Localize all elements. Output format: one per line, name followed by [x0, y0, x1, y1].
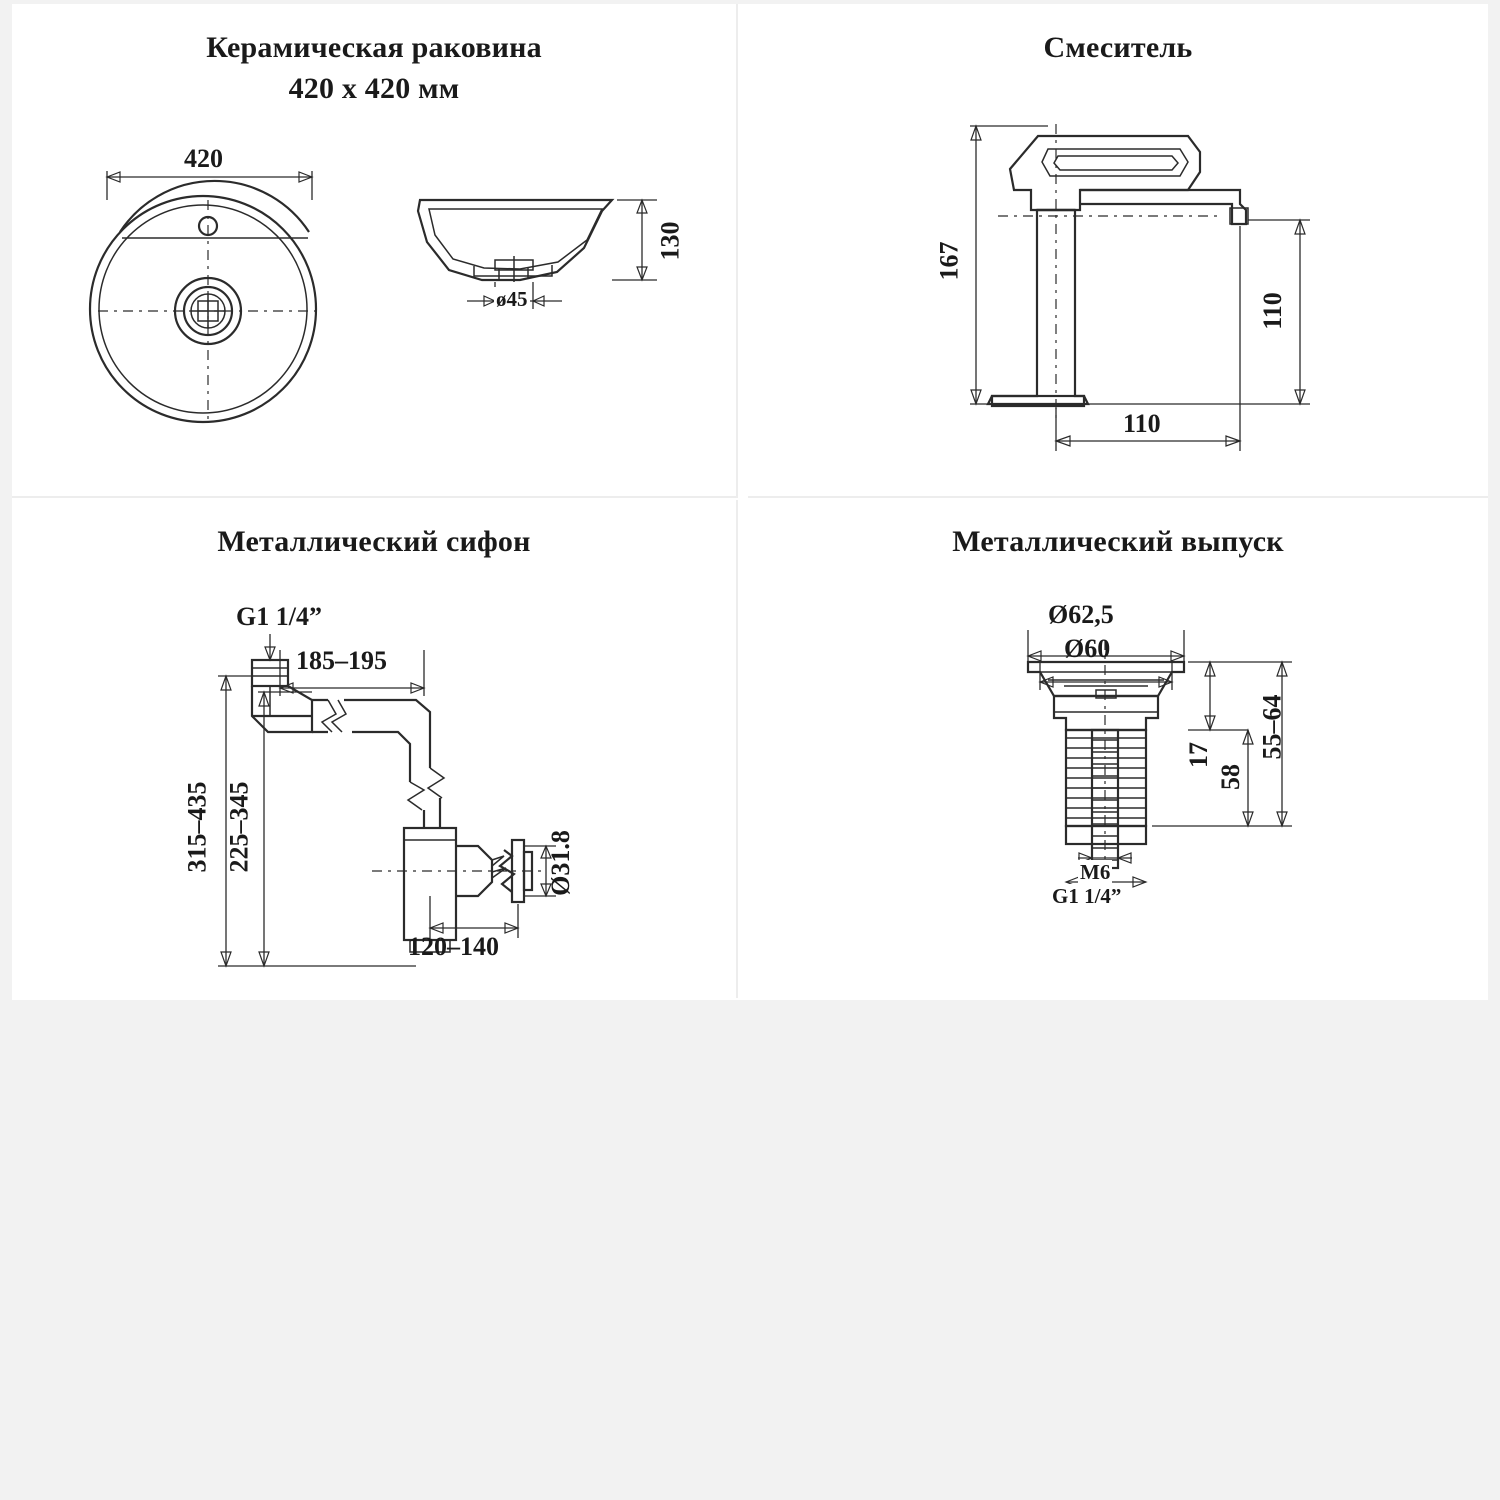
dim-drain-thread-length: 58	[1216, 764, 1245, 790]
dim-drain-grid-diameter: Ø60	[1064, 634, 1111, 663]
dim-siphon-inlet-height: 225–345	[224, 781, 254, 873]
drain-drawing	[748, 500, 1488, 998]
siphon-drawing	[12, 500, 738, 998]
panel-mixer	[748, 4, 1488, 498]
dim-drain-flange-outer-diameter: Ø62,5	[1048, 600, 1114, 629]
dim-drain-screw-thread: M6	[1080, 860, 1111, 884]
dim-mixer-total-height: 167	[934, 241, 964, 281]
dim-sink-width: 420	[184, 144, 223, 173]
panel-siphon	[12, 500, 738, 998]
dim-mixer-spout-reach: 110	[1123, 409, 1161, 438]
dim-sink-height: 130	[655, 221, 685, 261]
dim-drain-head-height: 17	[1184, 742, 1213, 768]
dim-siphon-outlet-length: 120–140	[408, 932, 499, 961]
dim-siphon-outlet-diameter: Ø31.8	[545, 830, 575, 896]
panel-title-line1: Керамическая раковина	[206, 31, 542, 64]
dim-drain-body-thread: G1 1/4”	[1052, 884, 1122, 908]
page-background-bottom	[0, 1000, 1500, 1500]
mixer-drawing	[748, 4, 1488, 498]
dim-siphon-thread: G1 1/4”	[236, 602, 322, 631]
sheet-edge-left	[0, 0, 12, 1000]
panel-ceramic-sink	[12, 4, 738, 498]
dim-sink-drain-diameter: ø45	[496, 287, 528, 311]
panel-title-line2: 420 x 420 мм	[288, 71, 460, 105]
sheet-edge-right	[1488, 0, 1500, 1000]
panel-title-line1: Металлический выпуск	[952, 525, 1284, 558]
panel-title-line1: Смеситель	[1043, 31, 1193, 64]
dim-siphon-horizontal-inlet: 185–195	[296, 646, 387, 675]
dim-mixer-spout-height: 110	[1257, 292, 1287, 330]
panel-drain	[748, 500, 1488, 998]
dim-siphon-total-height: 315–435	[182, 781, 212, 873]
sink-drawing	[12, 4, 738, 498]
sheet-edge-top	[0, 0, 1500, 4]
panel-title-line1: Металлический сифон	[217, 525, 531, 558]
dim-drain-total-height: 55–64	[1257, 694, 1287, 760]
